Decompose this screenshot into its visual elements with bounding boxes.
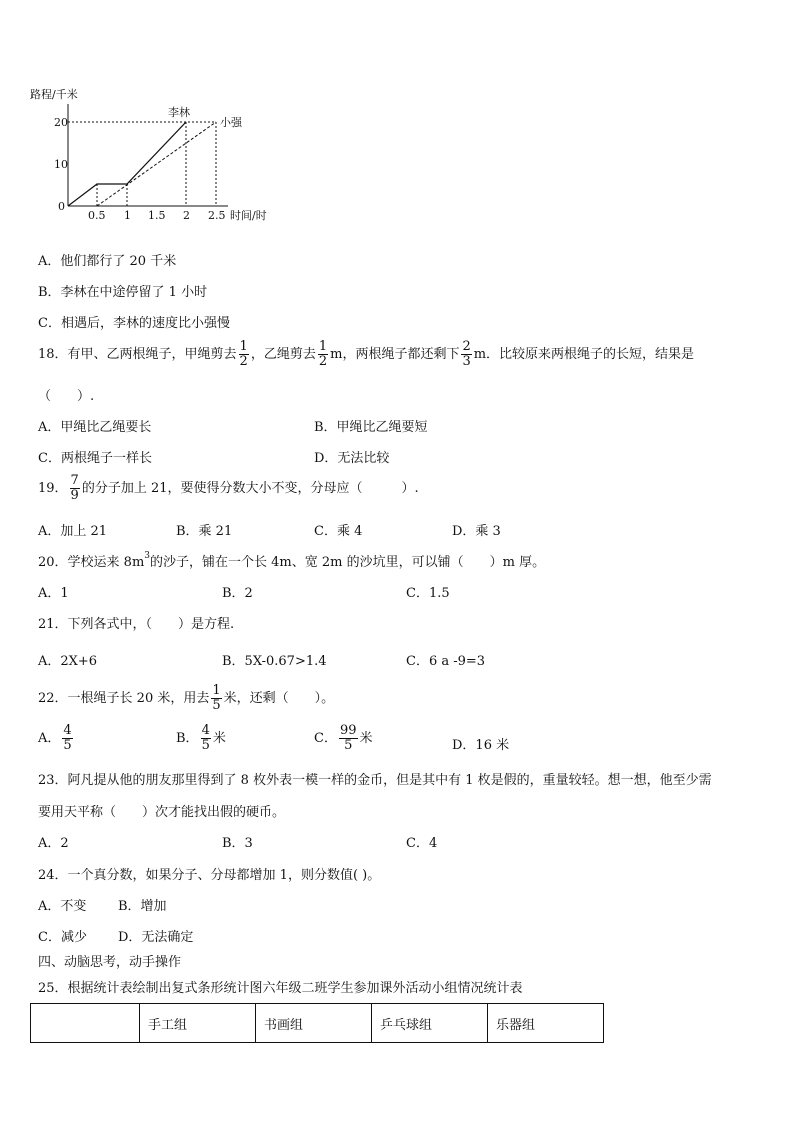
q18-option-b: B．甲绳比乙绳要短 bbox=[314, 420, 428, 435]
q19-f-num: 7 bbox=[70, 473, 79, 488]
q19-option-a: A．加上 21 bbox=[38, 524, 108, 539]
q18-f2-den: 2 bbox=[318, 354, 328, 369]
q20-sup: 3 bbox=[144, 551, 151, 561]
q17-option-b: B．李林在中途停留了 1 小时 bbox=[38, 285, 208, 300]
q22-option-d: D．16 米 bbox=[452, 738, 510, 753]
q18-f3-den: 3 bbox=[462, 354, 471, 369]
activity-stats-table bbox=[30, 1003, 604, 1043]
q18-stem-line2: （ ）. bbox=[38, 389, 95, 404]
q19-text-1: 19． bbox=[38, 481, 68, 496]
q24-option-c: C．减少 bbox=[38, 930, 87, 945]
q18-text-4: m．比较原来两根绳子的长短，结果是 bbox=[473, 347, 695, 362]
q19-option-c: C．乘 4 bbox=[314, 524, 363, 539]
q20-option-c: C．1.5 bbox=[406, 586, 450, 601]
x-tick-1.5: 1.5 bbox=[148, 209, 166, 222]
q22-option-a bbox=[38, 724, 75, 753]
q18-option-d: D．无法比较 bbox=[314, 451, 390, 466]
q24-stem: 24．一个真分数，如果分子、分母都增加 1，则分数值( )。 bbox=[38, 868, 381, 883]
label-lilin: 李林 bbox=[168, 106, 190, 119]
q22-b-fraction bbox=[201, 724, 211, 753]
q23-option-c: C．4 bbox=[406, 836, 438, 851]
q18-text-2: ，乙绳剪去 bbox=[250, 347, 316, 362]
q22-c-suffix: 米 bbox=[359, 731, 373, 746]
q24-option-b: B．增加 bbox=[118, 899, 167, 914]
q23-stem-line2: 要用天平称（ ）次才能找出假的硬币。 bbox=[38, 805, 286, 820]
q20-stem bbox=[38, 551, 545, 570]
q20-option-b: B．2 bbox=[222, 586, 253, 601]
q19-option-b: B．乘 21 bbox=[176, 524, 233, 539]
x-tick-1: 1 bbox=[124, 209, 131, 222]
q18-f3-num: 2 bbox=[462, 339, 471, 354]
table-header-cell bbox=[31, 1004, 140, 1043]
q22-c-prefix: C． bbox=[314, 731, 337, 746]
q22-f-den: 5 bbox=[212, 698, 221, 713]
q22-stem bbox=[38, 684, 334, 713]
q20-text-2: 的沙子，铺在一个长 4m、宽 2m 的沙坑里，可以铺（ ）m 厚。 bbox=[150, 555, 546, 570]
section-title: 四、动脑思考，动手操作 bbox=[38, 955, 182, 970]
q22-text-1: 22．一根绳子长 20 米，用去 bbox=[38, 691, 210, 706]
q23-option-a: A．2 bbox=[38, 836, 69, 851]
table-header-row bbox=[31, 1004, 604, 1043]
q18-option-c: C．两根绳子一样长 bbox=[38, 451, 152, 466]
q17-option-a: A．他们都行了 20 千米 bbox=[38, 254, 177, 269]
q19-f-den: 9 bbox=[70, 488, 79, 503]
q22-fraction bbox=[211, 684, 221, 713]
y-tick-10: 10 bbox=[54, 158, 68, 171]
q17-option-c: C．相遇后，李林的速度比小强慢 bbox=[38, 316, 230, 331]
y-tick-0: 0 bbox=[58, 200, 65, 213]
q22-c-fraction bbox=[339, 724, 358, 753]
q18-f1-den: 2 bbox=[239, 354, 248, 369]
graph-svg bbox=[28, 82, 288, 232]
q21-stem: 21．下列各式中，（ ）是方程. bbox=[38, 617, 235, 632]
x-axis-label: 时间/时 bbox=[230, 209, 267, 222]
series-xiaoqiang bbox=[97, 122, 216, 206]
q18-text-1: 18．有甲、乙两根绳子，甲绳剪去 bbox=[38, 347, 237, 362]
q19-option-d: D．乘 3 bbox=[452, 524, 501, 539]
q24-option-d: D．无法确定 bbox=[118, 930, 194, 945]
q18-f2-num: 1 bbox=[318, 339, 328, 354]
q18-text-3: m，两根绳子都还剩下 bbox=[330, 347, 460, 362]
q20-option-a: A．1 bbox=[38, 586, 69, 601]
q18-fraction-3 bbox=[461, 340, 471, 369]
q22-a-den: 5 bbox=[63, 738, 72, 753]
q22-f-num: 1 bbox=[212, 683, 221, 698]
q18-stem bbox=[38, 340, 694, 369]
q22-a-num: 4 bbox=[63, 723, 72, 738]
q22-option-b bbox=[176, 724, 226, 753]
distance-time-graph bbox=[28, 82, 288, 232]
q18-f1-num: 1 bbox=[239, 339, 248, 354]
q21-option-b: B．5X-0.67>1.4 bbox=[222, 654, 327, 669]
table-header-cell: 书画组 bbox=[256, 1004, 372, 1043]
q25-stem: 25．根据统计表绘制出复式条形统计图六年级二班学生参加课外活动小组情况统计表 bbox=[38, 981, 523, 996]
q21-option-c: C．6 a -9=3 bbox=[406, 654, 486, 669]
table-header-cell: 乐器组 bbox=[488, 1004, 604, 1043]
q22-b-den: 5 bbox=[201, 738, 210, 753]
q22-option-c bbox=[314, 724, 373, 753]
q18-fraction-2 bbox=[318, 340, 328, 369]
table-header-cell: 手工组 bbox=[140, 1004, 256, 1043]
q19-fraction bbox=[70, 474, 80, 503]
q22-b-prefix: B． bbox=[176, 731, 199, 746]
q23-stem-line1: 23．阿凡提从他的朋友那里得到了 8 枚外表一模一样的金币，但是其中有 1 枚是假的，重量较轻。想一想，他至少需 bbox=[38, 773, 712, 788]
table-header-cell: 乒乓球组 bbox=[372, 1004, 488, 1043]
x-tick-2.5: 2.5 bbox=[208, 209, 226, 222]
y-tick-20: 20 bbox=[54, 116, 68, 129]
q22-b-num: 4 bbox=[201, 723, 210, 738]
q22-b-suffix: 米 bbox=[212, 731, 226, 746]
q23-option-b: B．3 bbox=[222, 836, 253, 851]
q19-stem bbox=[38, 474, 419, 503]
q18-fraction-1 bbox=[239, 340, 249, 369]
x-tick-2: 2 bbox=[183, 209, 190, 222]
q21-option-a: A．2X+6 bbox=[38, 654, 98, 669]
q22-c-num: 99 bbox=[339, 723, 357, 738]
label-xiaoqiang: 小强 bbox=[220, 116, 242, 129]
q22-a-fraction bbox=[62, 724, 72, 753]
q22-text-2: 米，还剩（ ）。 bbox=[223, 691, 335, 706]
q20-text-1: 20．学校运来 8m bbox=[38, 555, 145, 570]
q22-c-den: 5 bbox=[344, 738, 353, 753]
y-axis-label: 路程/千米 bbox=[30, 88, 78, 101]
q24-option-a: A．不变 bbox=[38, 899, 87, 914]
q19-text-2: 的分子加上 21，要使得分数大小不变，分母应（ ）. bbox=[81, 481, 419, 496]
q18-option-a: A．甲绳比乙绳要长 bbox=[38, 420, 152, 435]
x-tick-0.5: 0.5 bbox=[88, 209, 106, 222]
q22-a-prefix: A． bbox=[38, 731, 61, 746]
